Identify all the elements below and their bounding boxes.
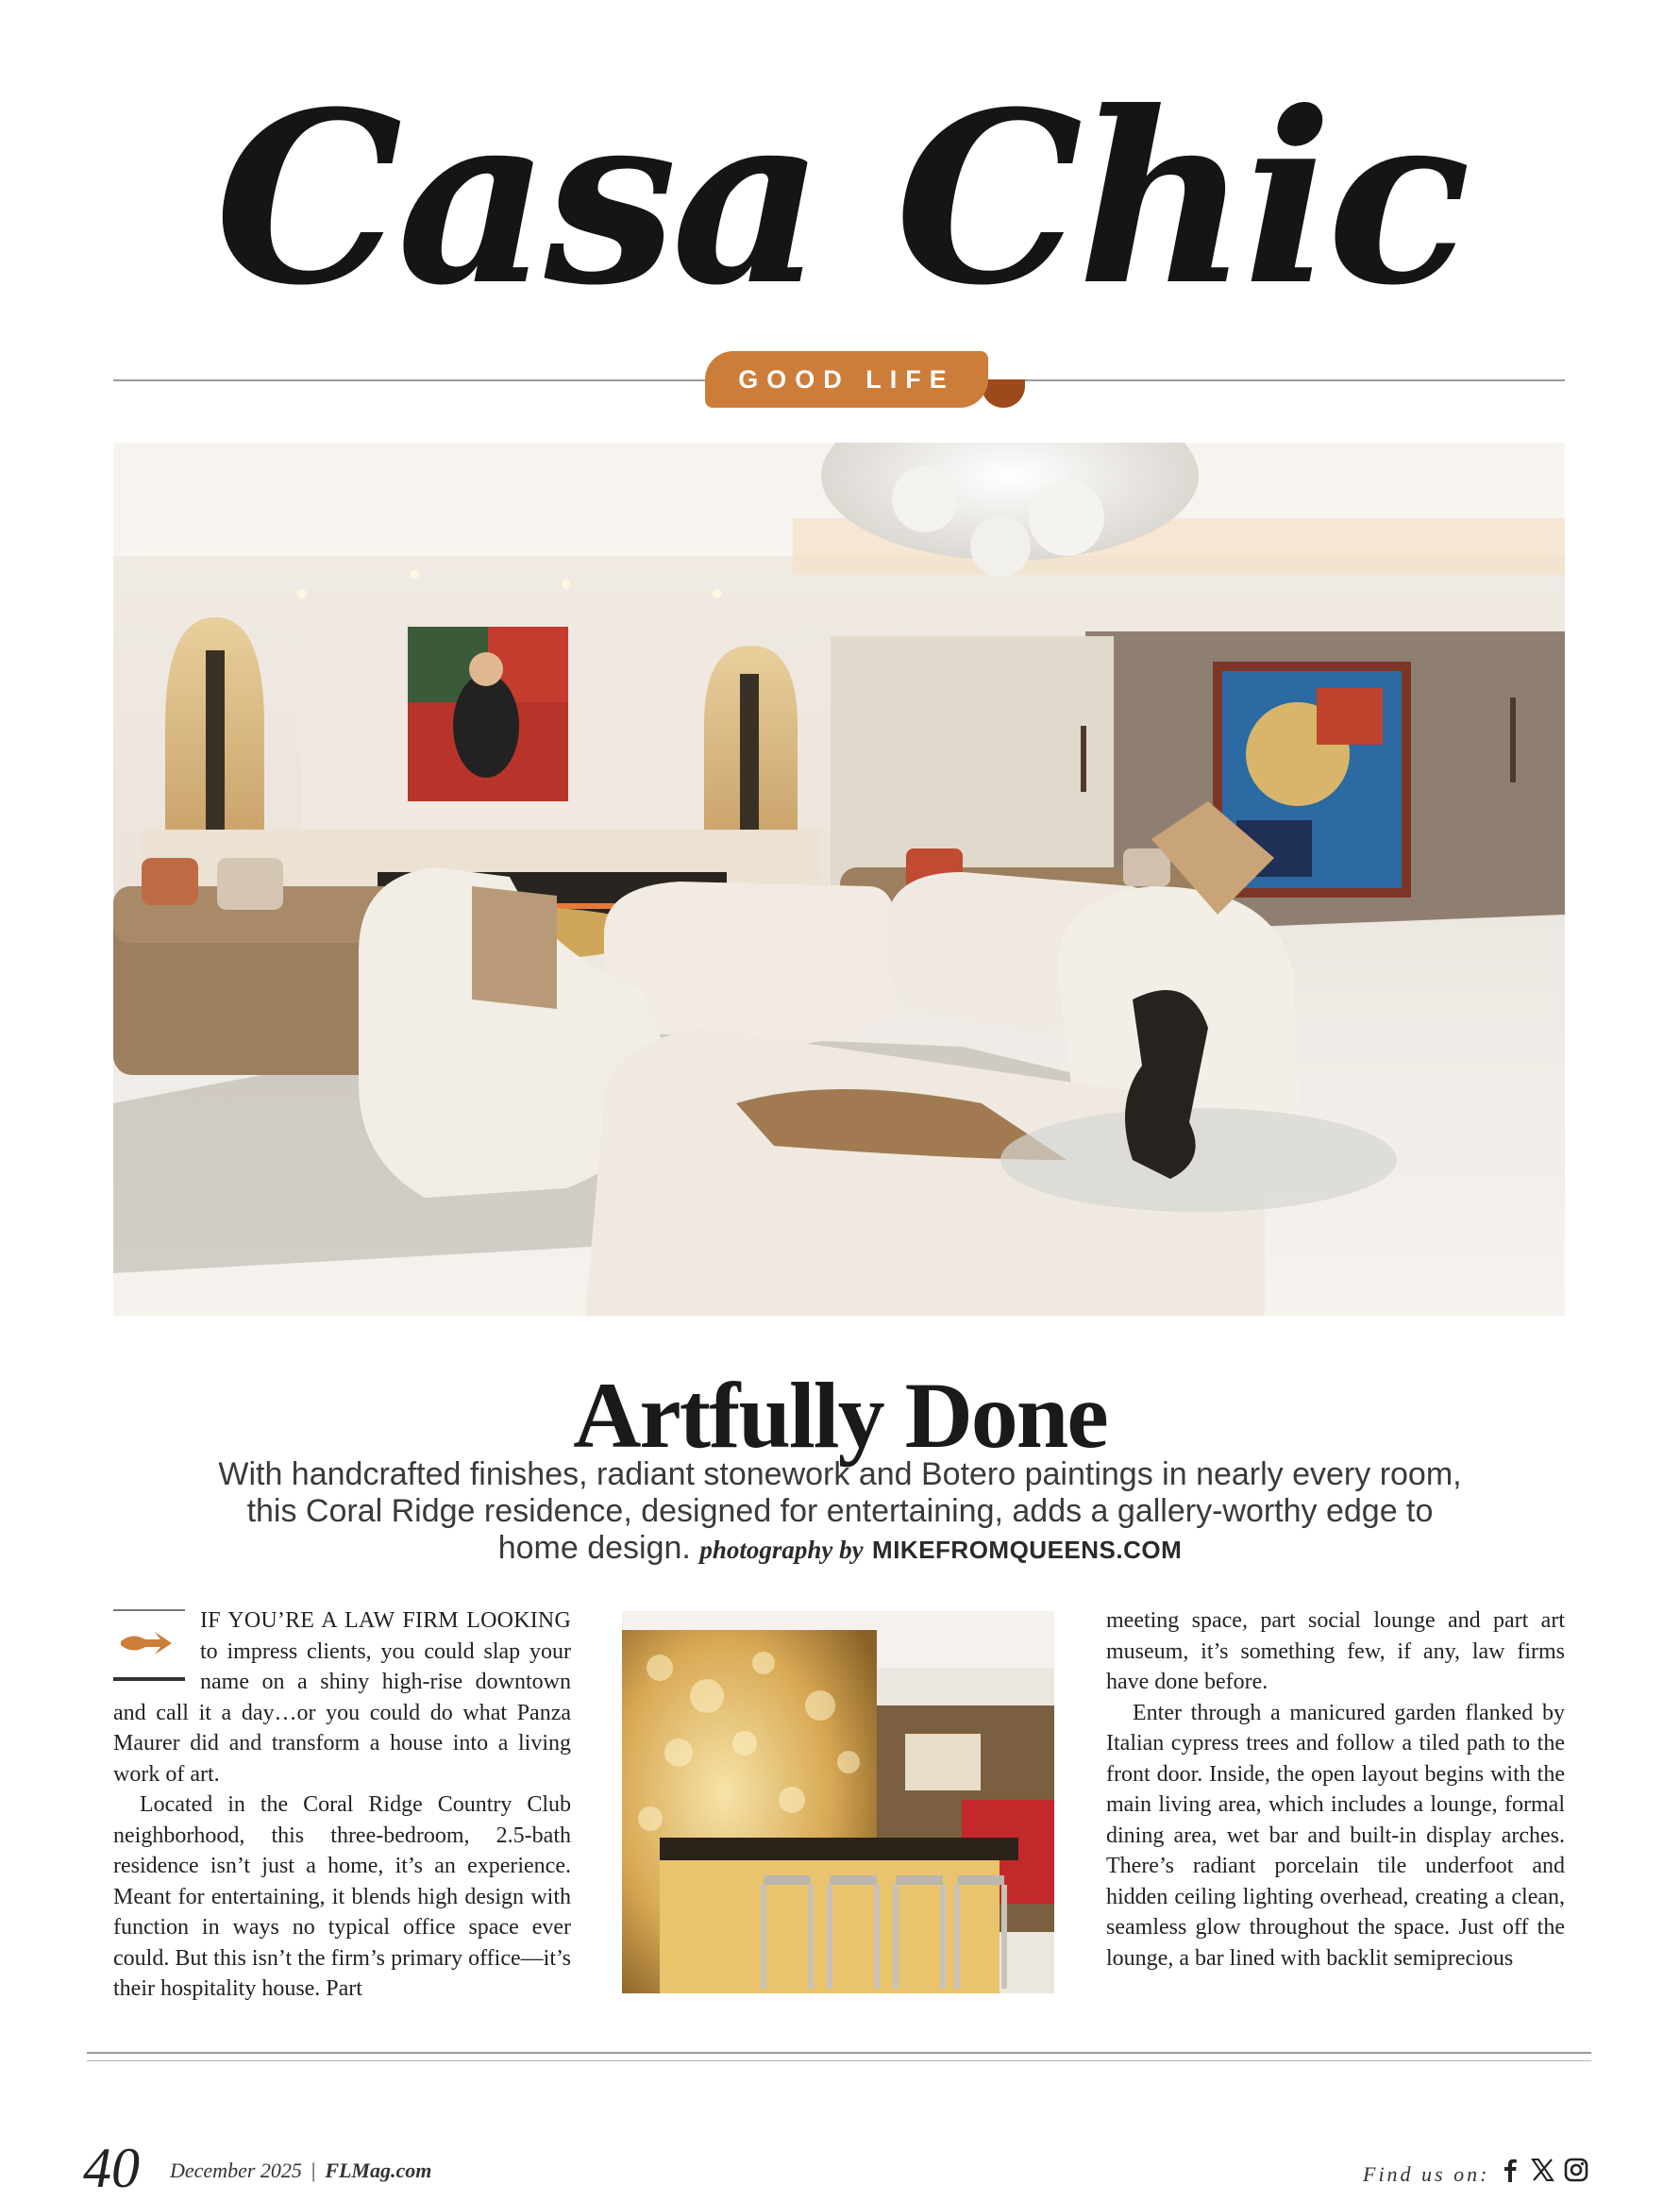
hero-photo (113, 443, 1565, 1316)
issue-date: December 2025 (170, 2159, 302, 2182)
website-link[interactable]: FLMag.com (325, 2159, 432, 2182)
article-headline: Artfully Done (573, 1363, 1107, 1468)
masthead-title: Casa Chic (214, 59, 1466, 337)
photo-credit-label: photography by (699, 1536, 864, 1564)
arrow-ornament-icon (113, 1605, 189, 1689)
footer-rule (87, 2052, 1591, 2054)
bar-photo (622, 1611, 1054, 1993)
issue-separator: | (311, 2159, 316, 2182)
x-icon[interactable] (1528, 2156, 1556, 2184)
article-dek (208, 1456, 1472, 1569)
photo-credit-name: MIKEFROMQUEENS.COM (872, 1536, 1183, 1564)
dek-text: With handcrafted finishes, radiant stonework and Botero paintings in nearly every room, this Coral Ridge residence, designed for entertaining, adds a gallery-worthy edge to home design. (218, 1456, 1462, 1566)
footer-rule-secondary (87, 2060, 1591, 2061)
page-number: 40 (83, 2137, 140, 2199)
body-column-left (113, 1605, 571, 2005)
section-tag-tail (982, 379, 1025, 408)
facebook-icon[interactable] (1496, 2156, 1524, 2184)
paragraph-3: meeting space, part social lounge and part art museum, it’s something few, if any, law firms have done before. (1106, 1608, 1565, 1694)
section-tag: GOOD LIFE (705, 351, 988, 408)
paragraph-4: Enter through a manicured garden flanked by Italian cypress trees and follow a tiled path to the front door. Inside, the open layout begins with the main living area, which includes a lounge, formal dining area, wet bar and built-in display arches. There’s radiant porcelain tile underfoot and hidden ceiling lighting overhead, creating a clean, seamless glow throughout the space. Just off the lounge, a bar lined with backlit semiprecious (1106, 1700, 1565, 1971)
body-column-right (1106, 1605, 1565, 1974)
issue-info (170, 2157, 431, 2185)
paragraph-2: Located in the Coral Ridge Country Club neighborhood, this three-bedroom, 2.5-bath residence isn’t just a home, it’s an experience. Meant for entertaining, it blends high design with function in ways no typical office space ever could. But this isn’t the firm’s primary office—it’s their hospitality house. Part (113, 1792, 571, 2001)
lead-in: IF YOU’RE A LAW FIRM LOOKING (200, 1608, 571, 1633)
find-us-label: Find us on: (1363, 2162, 1490, 2186)
instagram-icon[interactable] (1562, 2156, 1590, 2184)
paragraph-1: to impress clients, you could slap your name on a shiny high-rise downtown and call it a day…or you could do what Panza Maurer did and transform a house into a living work of art. (113, 1638, 571, 1787)
